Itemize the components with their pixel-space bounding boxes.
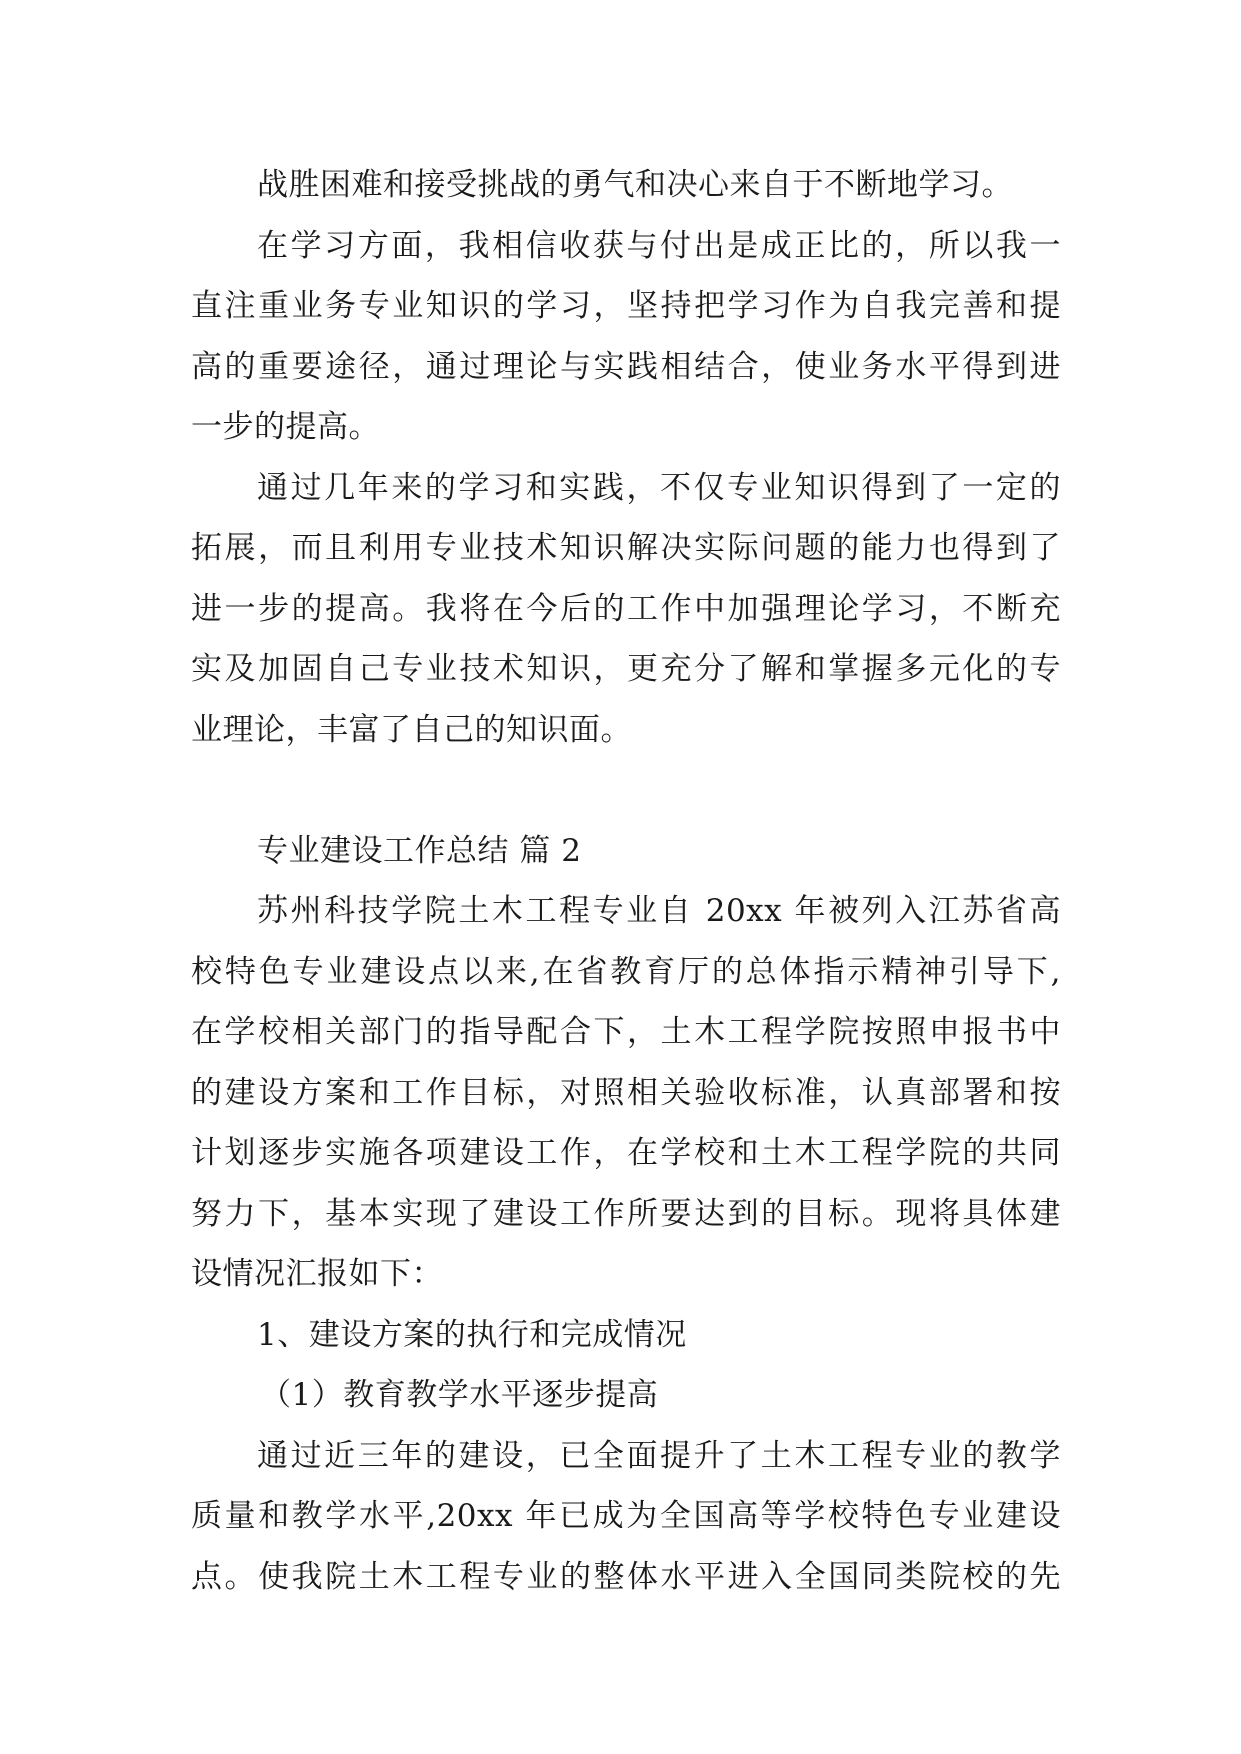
blank-line — [191, 760, 1061, 821]
paragraph-line: 的建设方案和工作目标，对照相关验收标准，认真部署和按 — [191, 1074, 1061, 1111]
paragraph-line: 质量和教学水平,20xx 年已成为全国高等学校特色专业建设 — [191, 1498, 1061, 1534]
paragraph-line: 直注重业务专业知识的学习，坚持把学习作为自我完善和提 — [191, 288, 1061, 324]
document-body — [191, 155, 1061, 1607]
paragraph-line: 拓展，而且利用专业技术知识解决实际问题的能力也得到了 — [191, 530, 1061, 566]
list-item-heading: 1、建设方案的执行和完成情况 — [257, 1316, 687, 1353]
paragraph-line: 通过几年来的学习和实践，不仅专业知识得到了一定的 — [257, 469, 1061, 506]
paragraph-line: 努力下，基本实现了建设工作所要达到的目标。现将具体建 — [191, 1195, 1061, 1232]
paragraph-line: 点。使我院土木工程专业的整体水平进入全国同类院校的先 — [191, 1558, 1061, 1595]
paragraph-line: 高的重要途径，通过理论与实践相结合，使业务水平得到进 — [191, 348, 1061, 385]
paragraph-3 — [191, 458, 1061, 761]
paragraph-line: 业理论，丰富了自己的知识面。 — [191, 711, 632, 748]
paragraph-line: 计划逐步实施各项建设工作，在学校和土木工程学院的共同 — [191, 1135, 1061, 1171]
paragraph-line: 战胜困难和接受挑战的勇气和决心来自于不断地学习。 — [257, 167, 1013, 203]
paragraph-2 — [191, 216, 1061, 458]
list-subitem-heading: （1）教育教学水平逐步提高 — [260, 1377, 659, 1413]
paragraph-line: 校特色专业建设点以来,在省教育厅的总体指示精神引导下, — [191, 953, 1061, 990]
paragraph-line: 设情况汇报如下： — [191, 1256, 443, 1292]
paragraph-line: 苏州科技学院土木工程专业自 20xx 年被列入江苏省高 — [257, 893, 1061, 929]
paragraph-1 — [191, 155, 1061, 216]
paragraph-4 — [191, 881, 1061, 1305]
paragraph-line: 进一步的提高。我将在今后的工作中加强理论学习，不断充 — [191, 590, 1061, 627]
paragraph-line: 实及加固自己专业技术知识，更充分了解和掌握多元化的专 — [191, 651, 1061, 687]
paragraph-line: 在学习方面，我相信收获与付出是成正比的，所以我一 — [257, 227, 1061, 264]
paragraph-line: 通过近三年的建设，已全面提升了土木工程专业的教学 — [257, 1437, 1061, 1474]
paragraph-line: 一步的提高。 — [191, 409, 380, 445]
paragraph-line: 在学校相关部门的指导配合下，土木工程学院按照申报书中 — [191, 1014, 1061, 1050]
section-heading: 专业建设工作总结 篇 2 — [257, 832, 582, 869]
paragraph-5 — [191, 1426, 1061, 1608]
